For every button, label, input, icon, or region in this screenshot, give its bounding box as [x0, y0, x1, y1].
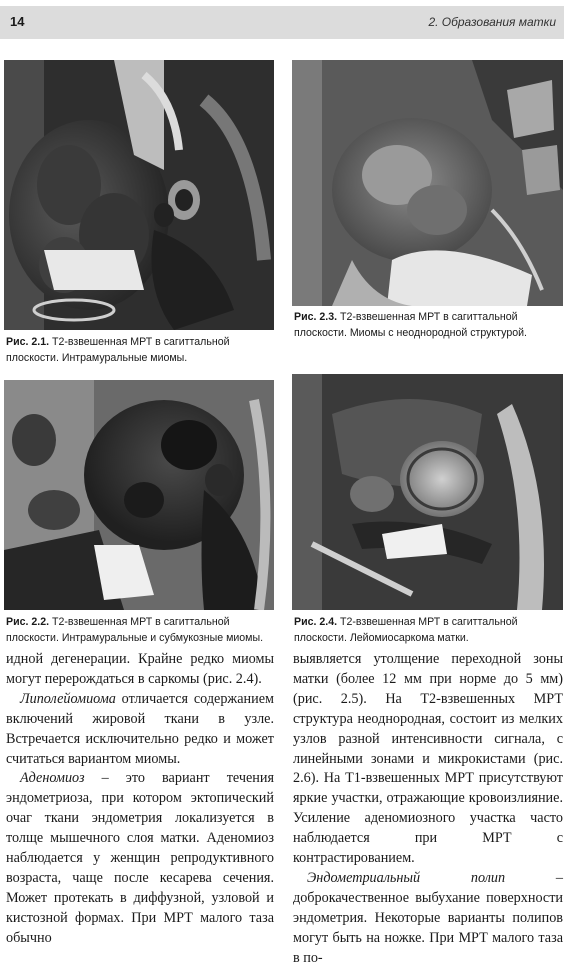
figure-caption-text: T2-взвешенная МРТ в сагиттальной плоскости. Миомы с неоднородной структурой. — [294, 311, 527, 339]
figure-caption-text: T2-взвешенная МРТ в сагиттальной плоскости. Интрамуральные миомы. — [6, 336, 230, 364]
figure-label: Рис. 2.4. — [294, 616, 338, 628]
paragraph-text: отличается содержанием включений жировой ткани в узле. Встречается исключительно редко и может считаться вариантом миомы. — [6, 690, 274, 767]
caption-fig-2-3 — [294, 309, 562, 341]
chapter-title: 2. Образования матки — [428, 15, 556, 29]
mri-image-fig-2-4 — [292, 374, 563, 610]
paragraph-text: – это вариант течения эндометриоза, при котором эктопический очаг ткани эндометрия локализуется в толще мышечного слоя матки. Аденомиоз наблюдается у женщин репродуктивного возраста, чаще после кесарева сечения. Может протекать в диффузной, узловой и кистозной формах. При МРТ малого таза обычно — [6, 770, 274, 946]
caption-fig-2-1 — [6, 334, 272, 366]
paragraph — [6, 690, 274, 770]
figure-label: Рис. 2.1. — [6, 336, 50, 348]
term: Аденомиоз — [20, 770, 85, 787]
term: Эндометриальный полип — [307, 869, 506, 886]
body-column-right — [293, 650, 563, 969]
figure-caption-text: T2-взвешенная МРТ в сагиттальной плоскости. Интрамуральные и субмукозные миомы. — [6, 616, 264, 644]
page-header — [0, 6, 564, 39]
paragraph — [293, 869, 563, 969]
paragraph — [6, 769, 274, 948]
figure-label: Рис. 2.2. — [6, 616, 50, 628]
mri-image-fig-2-2 — [4, 380, 274, 610]
paragraph-text: – доброкачественное выбухание поверхности эндометрия. Некоторые варианты полипов могут быть на ножке. При МРТ малого таза в по- — [293, 869, 563, 966]
figure-caption-text: T2-взвешенная МРТ в сагиттальной плоскости. Лейомиосаркома матки. — [294, 616, 518, 644]
caption-fig-2-4 — [294, 614, 562, 646]
caption-fig-2-2 — [6, 614, 276, 646]
mri-image-fig-2-3 — [292, 60, 563, 306]
paragraph: идной дегенерации. Крайне редко миомы могут перерождаться в саркомы (рис. 2.4). — [6, 651, 274, 687]
body-column-left — [6, 650, 274, 949]
term: Липолейомиома — [20, 690, 116, 707]
figure-label: Рис. 2.3. — [294, 311, 338, 323]
paragraph: выявляется утолщение переходной зоны матки (более 12 мм при норме до 5 мм) (рис. 2.5). На T2-взвешенных МРТ структура неоднородная, состоит из мелких узлов разной интенсивности сигнала, с линейными зонами и микрокистами (рис. 2.6). На T1-взвешенных МРТ присутствуют яркие участки, отражающие кровоизлияние. Усиление аденомиозного участка часто наблюдается при МРТ с контрастированием. — [293, 651, 563, 867]
mri-image-fig-2-1 — [4, 60, 274, 330]
page-number: 14 — [10, 14, 25, 29]
